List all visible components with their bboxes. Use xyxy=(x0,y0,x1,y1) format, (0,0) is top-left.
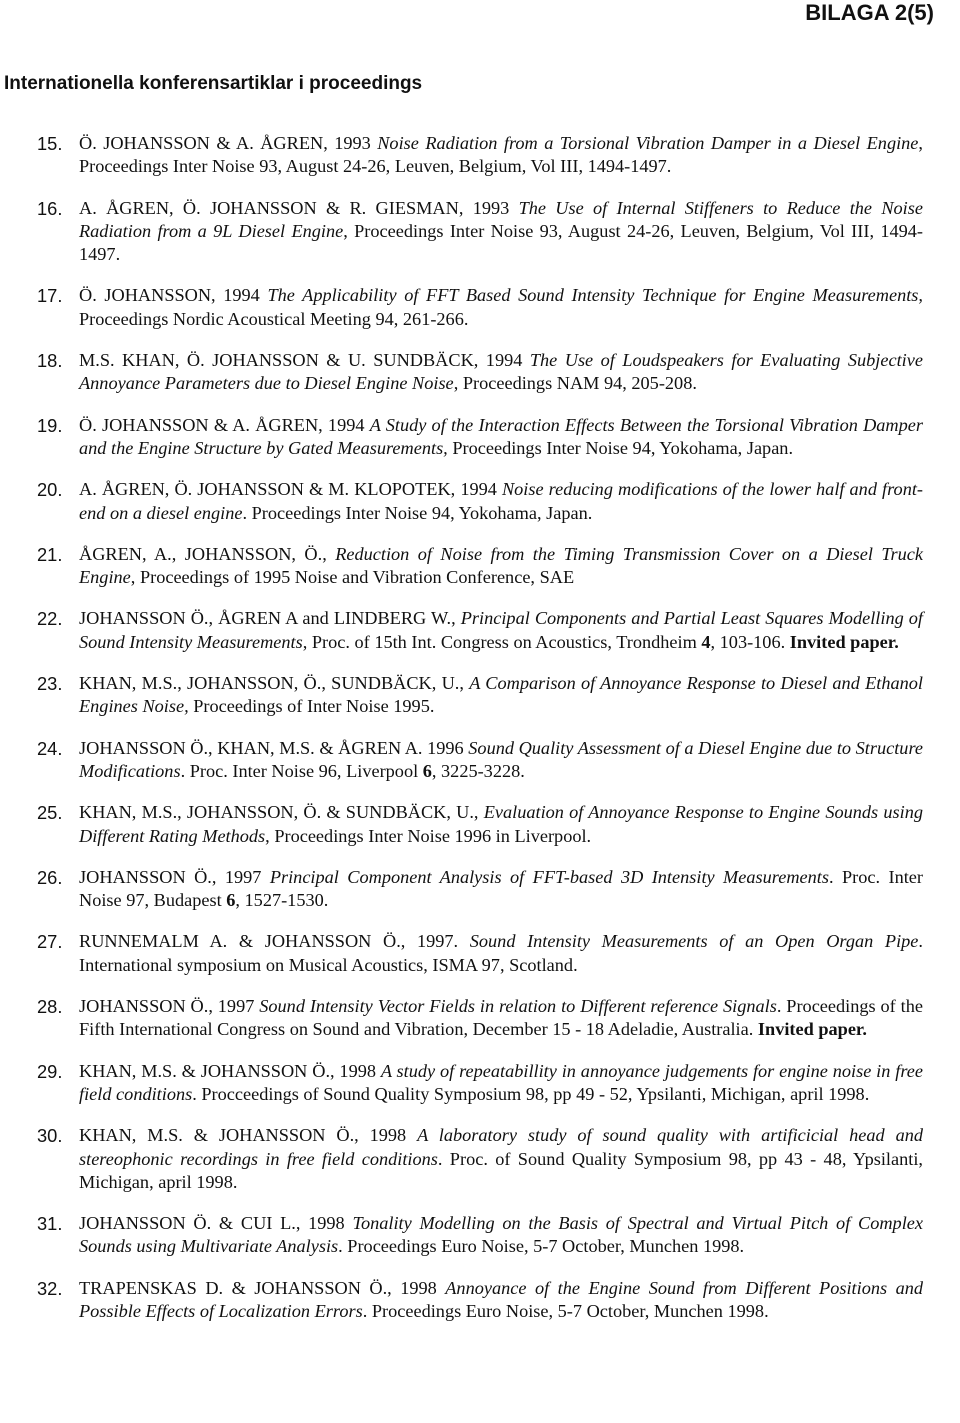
reference-title: Reduction of Noise from the Timing Transmission Cover on a Diesel Truck Engine xyxy=(79,543,923,588)
reference-number: 27. xyxy=(37,931,63,953)
reference-entry xyxy=(0,995,960,1042)
reference-text: . Proceedings Inter Noise 94, Yokohama, Japan. xyxy=(242,502,593,523)
reference-text: A. ÅGREN, Ö. JOHANSSON & R. GIESMAN, 1993 xyxy=(79,197,519,218)
reference-emphasis: Invited paper. xyxy=(757,1019,867,1040)
reference-text: . Proceedings of the Fifth International Congress on Sound and Vibration, December 15 - 18 Adeladie, Australia. xyxy=(79,996,923,1040)
reference-number: 21. xyxy=(37,543,63,565)
reference-entry xyxy=(0,607,960,654)
reference-text: TRAPENSKAS D. & JOHANSSON Ö., 1998 xyxy=(79,1277,446,1298)
reference-text: KHAN, M.S. & JOHANSSON Ö., 1998 xyxy=(79,1060,381,1081)
reference-entry xyxy=(0,1277,960,1324)
reference-number: 19. xyxy=(37,414,63,436)
reference-title: Sound Intensity Measurements of an Open Organ Pipe xyxy=(469,931,919,952)
reference-number: 31. xyxy=(37,1213,63,1235)
reference-text: JOHANSSON Ö. & CUI L., 1998 xyxy=(79,1213,353,1234)
reference-title: Sound Intensity Vector Fields in relation to Different reference Signals xyxy=(259,996,777,1017)
reference-text: , Proc. of 15th Int. Congress on Acoustics, Trondheim xyxy=(302,631,702,652)
reference-text: ÅGREN, A., JOHANSSON, Ö., xyxy=(79,543,336,564)
reference-title: Sound Quality Assessment of a Diesel Engine due to Structure Modifications xyxy=(79,737,923,781)
reference-emphasis: 6 xyxy=(422,760,432,781)
reference-text: , 103-106. xyxy=(710,631,790,652)
reference-text: . Proc. Inter Noise 97, Budapest xyxy=(79,866,923,911)
reference-entry xyxy=(0,478,960,525)
reference-text: , Proceedings Inter Noise 93, August 24-26, Leuven, Belgium, Vol III, 1494-1497. xyxy=(79,220,923,265)
reference-title: Noise reducing modifications of the lower half and front-end on a diesel engine xyxy=(79,479,923,523)
reference-title: Noise Radiation from a Torsional Vibration Damper in a Diesel Engine xyxy=(377,133,919,153)
reference-title: Principal Components and Partial Least Squares Modelling of Sound Intensity Measurements xyxy=(79,608,923,652)
reference-list xyxy=(0,132,960,1341)
section-heading: Internationella konferensartiklar i proceedings xyxy=(4,73,423,94)
reference-text: KHAN, M.S. & JOHANSSON Ö., 1998 xyxy=(79,1125,418,1146)
reference-number: 29. xyxy=(37,1060,63,1082)
reference-entry xyxy=(0,737,960,784)
reference-text: . Proc. of Sound Quality Symposium 98, pp 43 - 48, Ypsilanti, Michigan, april 1998. xyxy=(79,1148,923,1192)
reference-entry xyxy=(0,1212,960,1259)
reference-number: 16. xyxy=(37,197,63,219)
reference-text: Ö. JOHANSSON, 1994 xyxy=(79,285,268,306)
page-header-bilaga: BILAGA 2(5) xyxy=(805,0,934,25)
reference-number: 25. xyxy=(37,802,63,824)
reference-entry xyxy=(0,414,960,461)
reference-entry xyxy=(0,672,960,719)
reference-text: A. ÅGREN, Ö. JOHANSSON & M. KLOPOTEK, 1994 xyxy=(79,479,502,500)
reference-title: The Use of Loudspeakers for Evaluating Subjective Annoyance Parameters due to Diesel Engine Noise xyxy=(79,350,923,394)
reference-text: JOHANSSON Ö., KHAN, M.S. & ÅGREN A. 1996 xyxy=(79,737,469,758)
reference-text: Proceedings Inter Noise 94, Yokohama, Japan. xyxy=(447,437,794,458)
reference-text: , 1527-1530. xyxy=(235,890,329,911)
reference-emphasis: 6 xyxy=(226,890,236,911)
reference-text: , Proceedings Inter Noise 93, August 24-26, Leuven, Belgium, Vol III, 1494-1497. xyxy=(79,133,923,177)
reference-number: 28. xyxy=(37,996,63,1018)
reference-entry xyxy=(0,930,960,977)
reference-entry xyxy=(0,801,960,848)
reference-number: 15. xyxy=(37,133,63,154)
reference-title: Principal Component Analysis of FFT-based 3D Intensity Measurements xyxy=(269,866,829,887)
reference-title: The Applicability of FFT Based Sound Intensity Technique for Engine Measurements, xyxy=(267,285,923,306)
reference-emphasis: 4 xyxy=(701,631,711,652)
reference-number: 20. xyxy=(37,479,63,501)
reference-title: The Use of Internal Stiffeners to Reduce the Noise Radiation from a 9L Diesel Engine xyxy=(79,197,923,241)
reference-title: Tonality Modelling on the Basis of Spectral and Virtual Pitch of Complex Sounds using Multivariate Analysis xyxy=(79,1213,924,1257)
reference-text: JOHANSSON Ö., ÅGREN A and LINDBERG W., xyxy=(79,608,461,629)
reference-text: M.S. KHAN, Ö. JOHANSSON & U. SUNDBÄCK, 1994 xyxy=(79,350,530,371)
reference-text: JOHANSSON Ö., 1997 xyxy=(79,866,270,887)
reference-text: RUNNEMALM A. & JOHANSSON Ö., 1997. xyxy=(79,931,470,952)
reference-number: 23. xyxy=(37,673,63,695)
reference-text: KHAN, M.S., JOHANSSON, Ö. & SUNDBÄCK, U., xyxy=(79,802,484,823)
reference-text: , Proceedings Inter Noise 1996 in Liverpool. xyxy=(265,825,592,846)
reference-entry xyxy=(0,197,960,267)
reference-number: 22. xyxy=(37,608,63,630)
reference-entry xyxy=(0,543,960,590)
reference-entry xyxy=(0,132,960,179)
reference-text: , 3225-3228. xyxy=(431,760,525,781)
reference-title: A laboratory study of sound quality with artificicial head and stereophonic recordings in free field conditions xyxy=(79,1125,923,1169)
reference-title: A Study of the Interaction Effects Between the Torsional Vibration Damper and the Engine Structure by Gated Measurements, xyxy=(79,414,923,458)
reference-entry xyxy=(0,1124,960,1194)
reference-number: 18. xyxy=(37,350,63,372)
reference-text: Proceedings of Inter Noise 1995. xyxy=(188,696,435,717)
reference-emphasis: Invited paper. xyxy=(789,631,899,652)
reference-title: A study of repeatabillity in annoyance judgements for engine noise in free field conditions xyxy=(79,1060,923,1104)
reference-text: , Proceedings NAM 94, 205-208. xyxy=(453,373,697,394)
reference-entry xyxy=(0,349,960,396)
reference-entry xyxy=(0,284,960,331)
reference-text: , Proceedings of 1995 Noise and Vibration Conference, SAE xyxy=(130,567,575,588)
reference-text: . Proc. Inter Noise 96, Liverpool xyxy=(180,760,423,781)
reference-title: Annoyance of the Engine Sound from Different Positions and Possible Effects of Localization Errors xyxy=(79,1277,923,1321)
reference-text: JOHANSSON Ö., 1997 xyxy=(79,996,260,1017)
reference-text: Ö. JOHANSSON & A. ÅGREN, 1993 xyxy=(79,133,378,153)
reference-text: . International symposium on Musical Acoustics, ISMA 97, Scotland. xyxy=(79,931,923,975)
reference-text: . Proceedings Euro Noise, 5-7 October, Munchen 1998. xyxy=(362,1300,769,1321)
reference-title: A Comparison of Annoyance Response to Diesel and Ethanol Engines Noise, xyxy=(79,673,923,717)
reference-entry xyxy=(0,1060,960,1107)
reference-text: . Proceedings Euro Noise, 5-7 October, Munchen 1998. xyxy=(338,1236,745,1257)
reference-number: 24. xyxy=(37,737,63,759)
reference-number: 30. xyxy=(37,1125,63,1147)
reference-number: 17. xyxy=(37,285,63,307)
reference-text: Ö. JOHANSSON & A. ÅGREN, 1994 xyxy=(79,414,370,435)
reference-number: 32. xyxy=(37,1277,63,1299)
reference-title: Evaluation of Annoyance Response to Engine Sounds using Different Rating Methods xyxy=(79,802,923,846)
reference-text: . Procceedings of Sound Quality Symposium 98, pp 49 - 52, Ypsilanti, Michigan, april 1998. xyxy=(192,1083,870,1104)
reference-text: KHAN, M.S., JOHANSSON, Ö., SUNDBÄCK, U., xyxy=(79,673,470,694)
reference-text: Proceedings Nordic Acoustical Meeting 94, 261-266. xyxy=(79,308,469,329)
reference-number: 26. xyxy=(37,866,63,888)
reference-entry xyxy=(0,866,960,913)
